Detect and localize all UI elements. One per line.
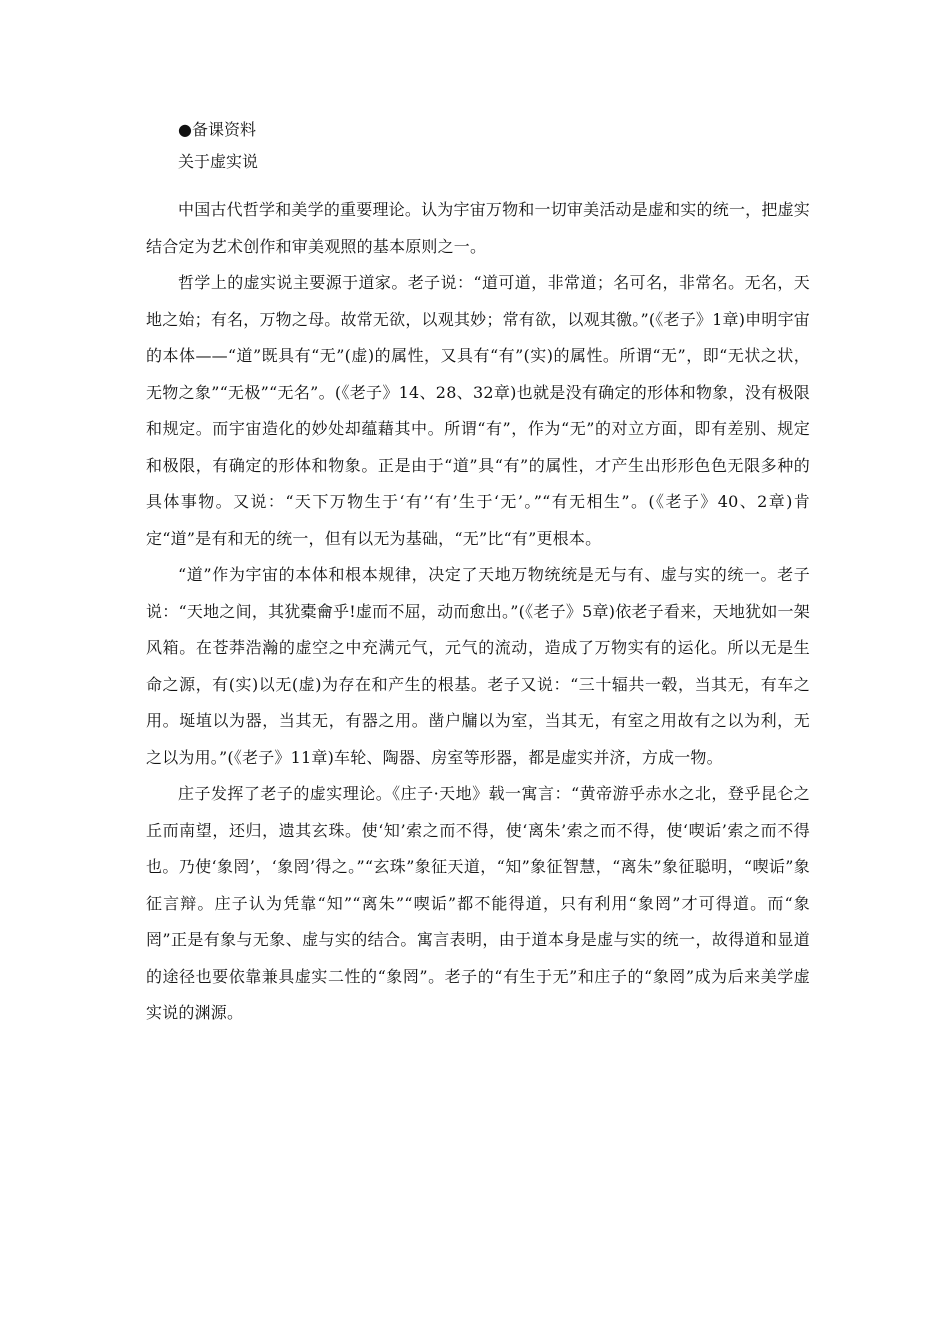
- paragraph-2: 哲学上的虚实说主要源于道家。老子说：“道可道，非常道；名可名，非常名。无名，天地之始；有名，万物之母。故常无欲，以观其妙；常有欲，以观其徼。”(《老子》1章)申明宇宙的本体——“道”既具有“无”(虚)的属性，又具有“有”(实)的属性。所谓“无”，即“无状之状，无物之象”“无极”“无名”。(《老子》14、28、32章)也就是没有确定的形体和物象，没有极限和规定。而宇宙造化的妙处却蕴藉其中。所谓“有”，作为“无”的对立方面，即有差别、规定和极限，有确定的形体和物象。正是由于“道”具“有”的属性，才产生出形形色色无限多种的具体事物。又说：“天下万物生于‘有’‘有’生于‘无’。”“有无相生”。(《老子》40、2章)肯定“道”是有和无的统一，但有以无为基础，“无”比“有”更根本。: [146, 273, 810, 548]
- paragraph-4: 庄子发挥了老子的虚实理论。《庄子·天地》载一寓言：“黄帝游乎赤水之北，登乎昆仑之丘而南望，还归，遗其玄珠。使‘知’索之而不得，使‘离朱’索之而不得，使‘喫诟’索之而不得也。乃使‘象罔’，‘象罔’得之。”“玄珠”象征天道，“知”象征智慧，“离朱”象征聪明，“喫诟”象征言辩。庄子认为凭靠“知”“离朱”“喫诟”都不能得道，只有利用“象罔”才可得道。而“象罔”正是有象与无象、虚与实的结合。寓言表明，由于道本身是虚与实的统一，故得道和显道的途径也要依靠兼具虚实二性的“象罔”。老子的“有生于无”和庄子的“象罔”成为后来美学虚实说的渊源。: [146, 784, 810, 1022]
- paragraph-1: 中国古代哲学和美学的重要理论。认为宇宙万物和一切审美活动是虚和实的统一，把虚实结合定为艺术创作和审美观照的基本原则之一。: [146, 200, 810, 256]
- section-subheading: 关于虚实说: [178, 152, 259, 171]
- document-page: [146, 120, 810, 1032]
- section-heading: ●备课资料: [178, 120, 256, 139]
- paragraph-3: “道”作为宇宙的本体和根本规律，决定了天地万物统统是无与有、虚与实的统一。老子说：“天地之间，其犹橐龠乎!虚而不屈，动而愈出。”(《老子》5章)依老子看来，天地犹如一架风箱。在苍莽浩瀚的虚空之中充满元气，元气的流动，造成了万物实有的运化。所以无是生命之源，有(实)以无(虚)为存在和产生的根基。老子又说：“三十辐共一毂，当其无，有车之用。埏埴以为器，当其无，有器之用。凿户牖以为室，当其无，有室之用故有之以为利，无之以为用。”(《老子》11章)车轮、陶器、房室等形器，都是虚实并济，方成一物。: [146, 565, 810, 767]
